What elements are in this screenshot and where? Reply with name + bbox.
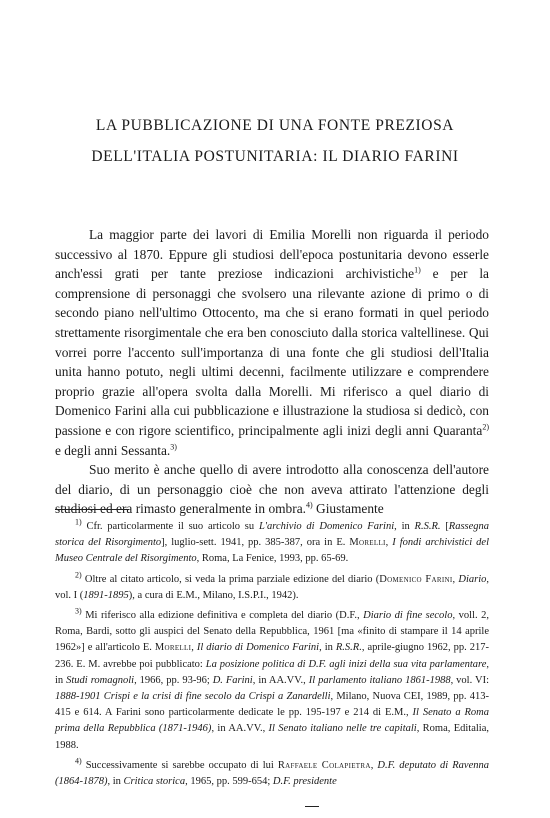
footnote-1-number: 1) <box>75 517 82 527</box>
footnote-1-italic: I fondi archivistici del Museo Centrale del Risorgimento <box>55 537 489 565</box>
paragraph-1-text-a: La maggior parte dei lavori di Emilia Morelli non riguarda il periodo successivo al 1870. Eppure gli studiosi dell'epoca postunitaria devono esserle anch'essi grati per tante preziose indicazioni archivistiche <box>55 227 489 282</box>
footnote-4-text: , in <box>107 776 124 788</box>
footnote-ref-2: 2) <box>482 422 489 432</box>
footnote-3-text: , voll. 2, Roma, Bardi, sotto gli auspici del Senato della Repubblica, 1961 [ma «finito di stampare il 14 aprile 1962»] e all'articolo E. <box>55 610 489 654</box>
footnote-ref-4: 4) <box>306 500 313 510</box>
footnote-3-text: , aprile-giugno 1962, pp. 217-236. E. M. avrebbe poi pubblicato: <box>55 642 490 670</box>
paragraph-1 <box>55 225 489 460</box>
footnote-2-number: 2) <box>75 570 82 580</box>
footnote-3-italic: D. Farini <box>212 674 253 686</box>
footnote-3-italic: Il Senato italiano nelle tre capitali <box>268 723 417 735</box>
footnote-4-italic: Critica storica <box>123 776 186 788</box>
footnote-3-italic: Il parlamento italiano 1861-1988 <box>308 674 451 686</box>
footnote-3-italic: Studi romagnoli <box>66 674 135 686</box>
footnote-1-text: , Roma, La Fenice, 1993, pp. 65-69. <box>196 553 349 565</box>
footnotes <box>55 519 489 794</box>
footnote-3-italic: 1888-1901 Crispi e la crisi di fine secolo da Crispi a Zanardelli <box>55 691 331 703</box>
footnote-3-text: Mi riferisco alla edizione definitiva e completa del diario (D.F., <box>81 610 364 622</box>
body-text <box>55 225 489 519</box>
footnote-4-text: , 1965, pp. 599-654; <box>185 776 273 788</box>
footnote-1-text: , in <box>394 521 415 532</box>
footnote-separator <box>55 509 129 510</box>
paragraph-2-text-b: Giustamente <box>312 501 384 517</box>
footnote-4-number: 4) <box>75 756 82 766</box>
footnote-3-italic: R.S.R. <box>335 642 362 654</box>
footnote-3-number: 3) <box>75 606 82 616</box>
footnote-3-text: , Roma, Editalia, 1988. <box>55 723 490 751</box>
footnote-1-italic: R.S.R. <box>414 521 441 532</box>
footnote-1 <box>55 519 489 568</box>
footnote-1-text: ], luglio-sett. 1941, pp. 385-387, ora in E. <box>161 537 350 549</box>
footnote-2-text: , vol. I ( <box>55 573 490 601</box>
footnote-1-text: Cfr. particolarmente il suo articolo su <box>81 521 259 532</box>
footnote-3-author: Morelli <box>154 642 192 654</box>
footnote-3 <box>55 608 489 754</box>
footnote-3-text: , Milano, Nuova CEI, 1989, pp. 413-415 e 614. A Farini sono particolarmente dedicate le pp. 195-197 e 214 di E.M., <box>55 691 489 719</box>
footnote-3-italic: Il diario di Domenico Farini <box>196 642 320 654</box>
footnote-1-italic: L'archivio di Domenico Farini <box>258 521 395 532</box>
footnote-3-text: , vol. VI: <box>450 674 489 686</box>
footnote-4-text: Successivamente si sarebbe occupato di lui <box>81 759 278 771</box>
page-end-mark <box>305 806 319 807</box>
article-title-line-2: DELL'ITALIA POSTUNITARIA: IL DIARIO FARINI <box>91 148 459 165</box>
footnote-3-text: , in <box>55 658 490 686</box>
footnote-2-author: Domenico Farini <box>379 573 453 585</box>
footnote-3-italic: Il Senato a Roma prima della Repubblica (1871-1946) <box>55 707 489 735</box>
footnote-2-text: ), a cura di E.M., Milano, I.S.P.I., 1942). <box>128 589 299 601</box>
footnote-ref-3: 3) <box>170 442 177 452</box>
footnote-3-text: , in AA.VV., <box>211 723 269 735</box>
footnote-4-italic: D.F. deputato di Ravenna (1864-1878) <box>55 759 489 788</box>
footnote-4 <box>55 758 489 790</box>
paragraph-1-text-b: e per la comprensione di personaggi che svolsero una rilevante azione di primo o di secondo piano nell'ultimo Ottocento, ma che si erano formati in quel periodo strettamente risorgimentale che era ben conosciuto dalla storica valtellinese. Qui vorrei porre l'accento sull'importanza di una fonte che gli studiosi dell'Italia unita hanno potuto, negli ultimi decenni, facilmente utilizzare e comprendere proprio grazie all'opera svolta dalla Morelli. Mi riferisco a quel diario di Domenico Farini alla cui pubblicazione e illustrazione la studiosa si dedicò, con passione e con rigore scientifico, principalmente agli inizi degli anni Quaranta <box>55 266 489 438</box>
footnote-3-italic: Diario di fine secolo <box>363 610 453 622</box>
footnote-2-text: , <box>452 573 459 585</box>
article-title-line-1: LA PUBBLICAZIONE DI UNA FONTE PREZIOSA <box>95 117 455 134</box>
footnote-3-text: , in <box>319 642 336 654</box>
paragraph-2 <box>55 460 489 519</box>
footnote-1-italic: Rassegna storica del Risorgimento <box>55 521 490 549</box>
footnote-3-italic: La posizione politica di D.F. agli inizi della sua vita parlamentare <box>205 658 487 670</box>
footnote-1-author: Morelli <box>349 537 386 549</box>
footnote-ref-1: 1) <box>414 265 421 275</box>
footnote-1-text: [ <box>440 521 449 532</box>
footnote-3-text: , 1966, pp. 93-96; <box>134 674 213 686</box>
footnote-4-italic: D.F. presidente <box>272 776 337 788</box>
footnote-2-text: Oltre al citato articolo, si veda la prima parziale edizione del diario ( <box>81 573 380 585</box>
footnote-2-italic: 1891-1895 <box>83 589 129 601</box>
footnote-4-text: , <box>370 759 378 771</box>
footnote-2 <box>55 572 489 604</box>
footnote-2-italic: Diario <box>458 573 487 585</box>
footnote-4-author: Raffaele Colapietra <box>277 759 371 771</box>
footnote-3-text: , <box>191 642 197 654</box>
paragraph-2-text-a: Suo merito è anche quello di avere introdotto alla conoscenza dell'autore del diario, di un personaggio cioè che non aveva attirato l'attenzione degli studiosi ed era rimasto generalmente in ombra. <box>55 462 489 517</box>
footnote-3-text: , in AA.VV., <box>252 674 309 686</box>
footnote-1-text: , <box>385 537 393 549</box>
paragraph-1-text-c: e degli anni Sessanta. <box>55 442 171 458</box>
